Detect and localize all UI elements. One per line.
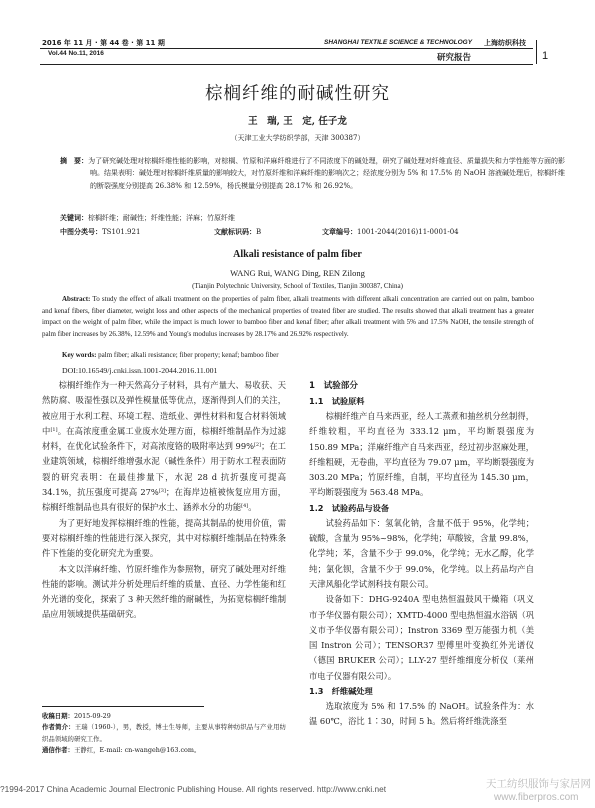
class-no-label: 中图分类号：: [60, 228, 102, 236]
doc-code-value: B: [256, 228, 262, 236]
abstract-cn: [60, 155, 565, 192]
doc-code-label: 文献标识码：: [214, 228, 256, 236]
article-no-value: 1001-2044(2016)11-0001-04: [357, 228, 459, 236]
watermark-line-1: 天工纺织服饰与家居网: [486, 778, 591, 790]
citation-1: [1]: [50, 426, 58, 433]
alkali-treatment-paragraph: 选取浓度为 5% 和 17.5% 的 NaOH。试验条件为：水温 60℃，浴比 1∶30，时间 5 h。然后将纤维洗涤至: [309, 701, 534, 727]
abstract-cn-text: 为了研究碱处理对棕榈纤维性能的影响，对棕榈、竹原和洋麻纤维进行了不同浓度下的碱处理，研究了碱处理对纤维直径、质量损失和力学性能等方面的影响。结果表明：碱处理对棕榈纤维质量的影响较大，对竹原纤维和洋麻纤维的影响次之；经浓度分别为 5% 和 17.5% 的 NaOH 溶液碱处理后，棕榈纤维的断裂强度分别提高 26.38% 和 12.59%，杨氏模量分别提高 28.17% 和 26.92%。: [88, 157, 566, 190]
watermark-line-2: www.fiberpros.com: [494, 792, 579, 803]
page-number: 1: [542, 50, 549, 62]
intro-paragraph-2: 为了更好地发挥棕榈纤维的性能，提高其制品的使用价值，需要对棕榈纤维的性能进行深入探究，其中对棕榈纤维制品在特殊条件下性能的变化研究尤为重要。: [42, 517, 286, 559]
abstract-cn-label: 摘 要：: [60, 157, 89, 165]
citation-3: [3]: [158, 488, 166, 495]
left-column: [42, 378, 286, 623]
citation-2: [2]: [253, 442, 262, 449]
section-1-1-heading: 1.1 试验原料: [309, 396, 365, 406]
article-title-en: Alkali resistance of palm fiber: [233, 249, 362, 260]
equipment-paragraph: 设备如下：DHG-9240A 型电热恒温鼓风干燥箱（巩义市予华仪器有限公司）；XMTD-4000 型电热恒温水浴锅（巩义市予华仪器有限公司）；Instron 3369 型万能强力机（美国 Instron 公司）；TENSOR37 型傅里叶变换红外光谱仪（德国 BRUKER 公司）；LLY-27 型纤维细度分析仪（莱州市电子仪器有限公司）。: [309, 594, 534, 681]
authors-cn: 王 瑞, 王 定, 任子龙: [248, 116, 347, 127]
footnote-received: 收稿日期：2015-09-29: [42, 712, 111, 720]
right-column: [309, 378, 534, 730]
page-divider: [536, 40, 537, 64]
doc-code: [214, 226, 261, 238]
journal-en: SHANGHAI TEXTILE SCIENCE & TECHNOLOGY: [324, 39, 473, 46]
section-1-2-heading: 1.2 试验药品与设备: [309, 502, 390, 513]
authors-en: WANG Rui, WANG Ding, REN Zilong: [230, 268, 365, 278]
section-1-3-heading: 1.3 纤维碱处理: [309, 686, 373, 697]
abstract-en-label: Abstract:: [62, 295, 91, 303]
keywords-en-text: palm fiber; alkali resistance; fiber property; kenaf; bamboo fiber: [96, 351, 279, 359]
keywords-en-label: Key words:: [62, 351, 97, 359]
keywords-cn-text: 棕榈纤维；耐碱性；纤维性能；洋麻；竹原纤维: [88, 214, 235, 222]
keywords-en: [62, 351, 532, 359]
article-title-cn: 棕榈纤维的耐碱性研究: [205, 84, 390, 104]
journal-cn: 上海纺织科技: [484, 39, 526, 47]
section-1-heading: 1 试验部分: [309, 381, 358, 391]
intro-paragraph-1: 棕榈纤维作为一种天然高分子材料，具有产量大、易收获、天然防腐、吸湿性强以及弹性模量低等优点，逐渐得到人们的关注，被应用于水利工程、环境工程、造纸业、弹性材料和复合材料领域中[1]。在高浓度重金属工业废水处理方面，棕榈纤维制品作为过滤材料，在优化试验条件下，对高浓度铬的吸附率达到 99%[2]；在工业建筑领域，棕榈纤维增强水泥（碱性条件）用于防水工程表面防裂的研究表明：在最佳掺量下，水泥 28 d 抗折强度可提高 34.1%，抗压强度可提高 27%[3]；在海岸边植被恢复应用方面，棕榈纤维制品也具有很好的保护水土、涵养水分的功能[4]。: [42, 380, 286, 513]
issue-cn: 2016 年 11 月 · 第 44 卷 · 第 11 期: [42, 39, 165, 47]
class-no-value: TS101.921: [102, 228, 141, 236]
article-no-label: 文章编号：: [322, 228, 357, 236]
article-no: [322, 226, 459, 238]
copyright-footer: ?1994-2017 China Academic Journal Electronic Publishing House. All rights reserved. http://www.cnki.net: [0, 784, 387, 794]
footnote-rule: [42, 706, 204, 707]
citation-4: [4]: [241, 503, 249, 510]
column-name: 研究报告: [437, 53, 472, 63]
abstract-en: [42, 294, 534, 340]
affiliation-cn: （天津工业大学纺织学部，天津 300387）: [230, 134, 365, 142]
header-rule-2: [40, 64, 533, 65]
issue-en: Vol.44 No.11, 2016: [48, 50, 104, 57]
footnote-corresponding: 通信作者：王静红，E-mail: cn-wangeh@163.com。: [42, 745, 201, 754]
materials-paragraph: 棕榈纤维产自马来西亚，经人工蒸煮和抽丝机分丝制得，纤维较粗，平均直径为 333.12 μm，平均断裂强度为 150.89 MPa；洋麻纤维产自马来西亚，经过初步沤麻处理，纤维粗硬，无卷曲，平均直径为 79.07 μm，平均断裂强度为 303.20 MPa；竹原纤维，自制，平均直径为 145.30 μm，平均断裂强度为 563.48 MPa。: [309, 411, 534, 498]
abstract-en-text: To study the effect of alkali treatment on the properties of palm fiber, alkali treatments with different alkali concentration are carried out on palm, bamboo and kenaf fibers, fiber diameter, weight loss and other aspects of the mechanical properties of treated fiber are studied. The results showed that alkali treatment has a greater impact on the weight of palm fiber, while the impact is much lower to bamboo fiber and kenaf fiber; after alkali treatment with 5% and 17.5% NaOH, the tensile strength of palm fiber increases by 26.38%, 12.59% and Young's modulus increases by 28.17% and 26.92% respectively.: [42, 295, 534, 338]
class-no: [60, 226, 140, 238]
intro-paragraph-3: 本文以洋麻纤维、竹原纤维作为参照物，研究了碱处理对纤维性能的影响。测试并分析处理后纤维的质量、直径、力学性能和红外光谱的变化，探索了 3 种天然纤维的耐碱性，为拓宽棕榈纤维制品应用领域提供基础研究。: [42, 563, 286, 620]
keywords-cn-label: 关键词：: [60, 214, 88, 222]
footnote-bio: 作者简介：王瑞（1960-），男，教授，博士生导师，主要从事特种纺织品与产业用纺织品领域的研究工作。: [42, 723, 286, 743]
affiliation-en: (Tianjin Polytechnic University, School of Textiles, Tianjin 300387, China): [192, 282, 403, 290]
doi: DOI:10.16549/j.cnki.issn.1001-2044.2016.11.001: [62, 366, 218, 375]
footnote: [42, 711, 286, 756]
keywords-cn: [60, 212, 535, 224]
header-rule: [40, 48, 533, 49]
reagents-paragraph: 试验药品如下：氢氧化钠，含量不低于 95%，化学纯；硫酸，含量为 95%~98%，化学纯；草酸铵，含量 99.8%，化学纯；苯，含量不少于 99.0%，化学纯；无水乙醇，化学纯；氯化钡，含量不少于 99.0%，化学纯。以上药品均产自天津风船化学试剂科技有限公司。: [309, 517, 534, 589]
